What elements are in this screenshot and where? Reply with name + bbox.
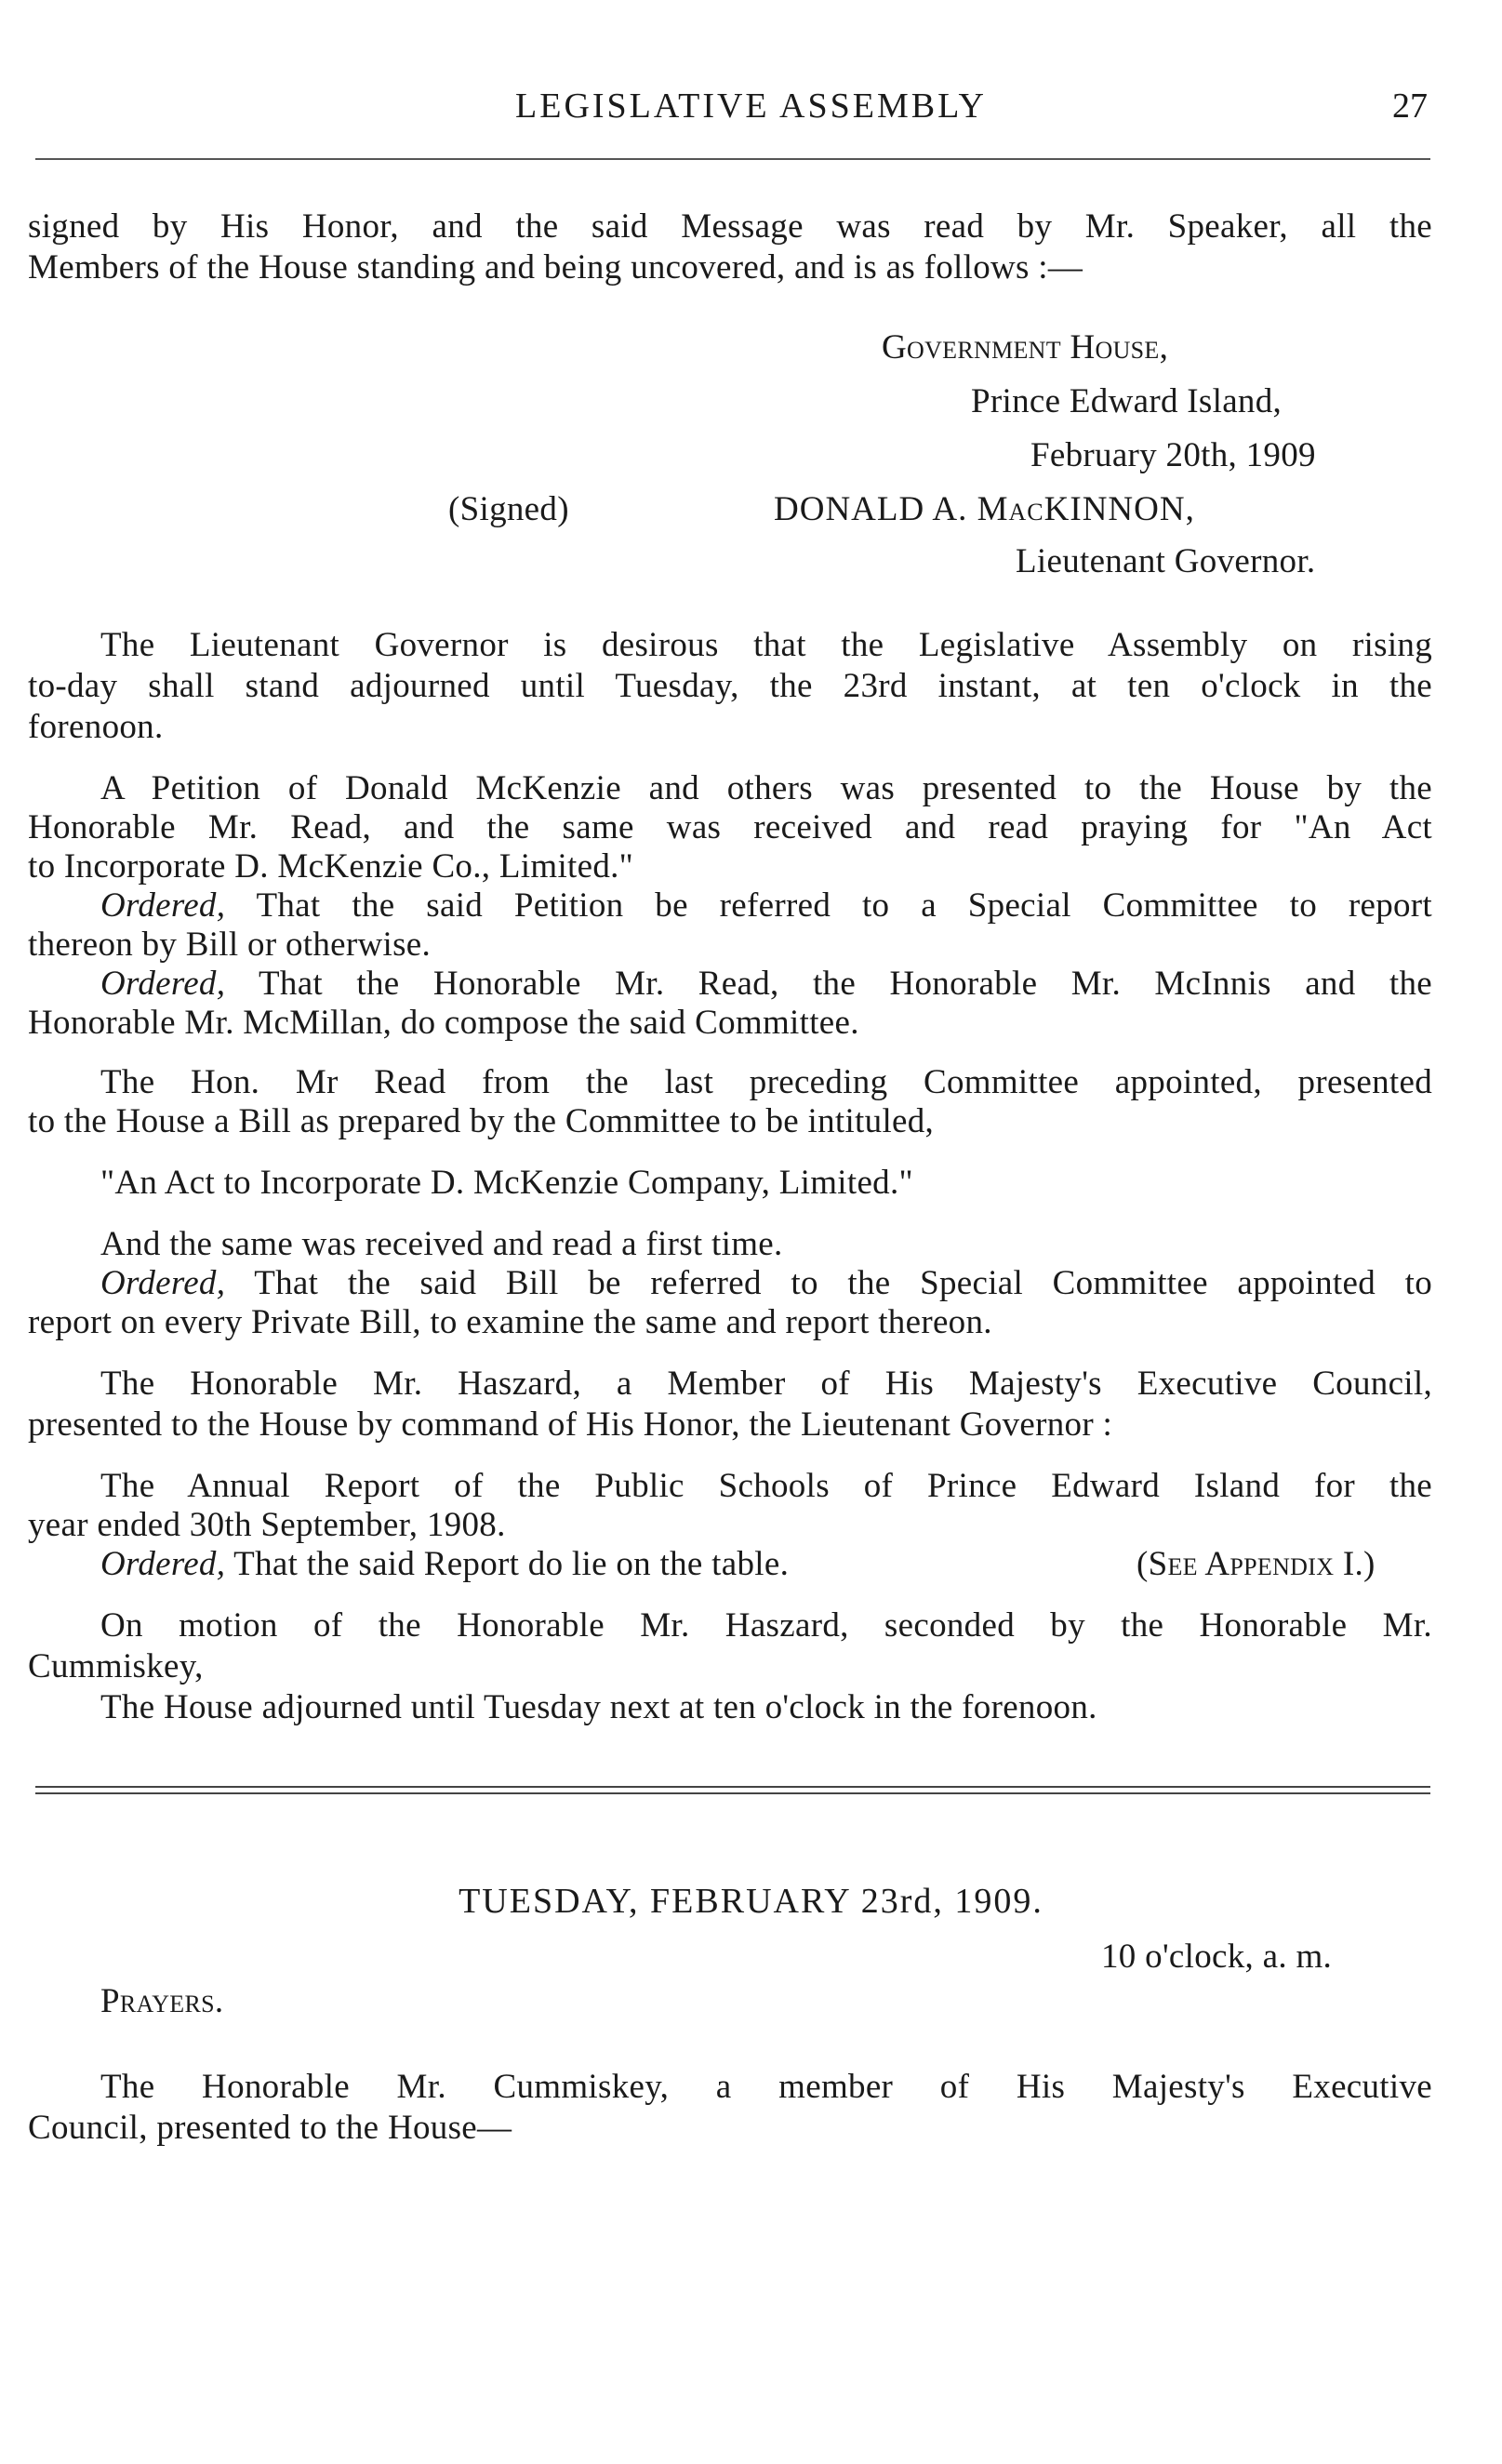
order-1-line-1: Ordered, That the said Petition be referred to a Special Committee to report [100,886,1432,925]
petition-line-3: to Incorporate D. McKenzie Co., Limited." [28,847,634,886]
order-2-line-2: Honorable Mr. McMillan, do compose the said Committee. [28,1004,859,1042]
page-number: 27 [1392,87,1428,126]
motion-line-2: Cummiskey, [28,1647,204,1685]
header-rule [35,158,1430,160]
haszard-line-1: The Honorable Mr. Haszard, a Member of His Majesty's Executive Council, [100,1365,1432,1403]
lg-para-line-3: forenoon. [28,708,164,746]
report-line-1: The Annual Report of the Public Schools of Prince Edward Island for the [100,1467,1432,1505]
ordered-label: Ordered, [100,1264,226,1302]
order-1-line-2: thereon by Bill or otherwise. [28,926,432,964]
ordered-label: Ordered, [100,886,226,925]
signed-label: (Signed) [448,490,569,528]
sitting-time: 10 o'clock, a. m. [1101,1938,1333,1976]
ordered-label: Ordered, [100,965,226,1003]
lg-para-line-1: The Lieutenant Governor is desirous that the Legislative Assembly on rising [100,626,1432,664]
hon-read-line-2: to the House a Bill as prepared by the Committee to be intituled, [28,1102,935,1140]
hon-read-line-1: The Hon. Mr Read from the last preceding Committee appointed, presented [100,1063,1432,1101]
petition-line-2: Honorable Mr. Read, and the same was received and read praying for "An Act [28,808,1432,846]
cummiskey-line-1: The Honorable Mr. Cummiskey, a member of His Majesty's Executive [100,2068,1432,2106]
cummiskey-line-2: Council, presented to the House— [28,2109,512,2147]
intro-line-2: Members of the House standing and being uncovered, and is as follows :— [28,248,1083,286]
appendix-reference: (See Appendix I.) [1136,1545,1376,1583]
order-3-line-2: report on every Private Bill, to examine the same and report thereon. [28,1303,992,1341]
message-date: February 20th, 1909 [1030,436,1316,474]
signatory-name: DONALD A. MacKINNON, [774,490,1195,528]
report-line-2: year ended 30th September, 1908. [28,1506,506,1544]
sitting-date-heading: TUESDAY, FEBRUARY 23rd, 1909. [459,1882,1043,1921]
section-divider [35,1786,1430,1794]
bill-title: "An Act to Incorporate D. McKenzie Company, Limited." [100,1164,913,1202]
signatory-title: Lieutenant Governor. [1016,542,1316,580]
ordered-label: Ordered, [100,1545,226,1583]
intro-line-1: signed by His Honor, and the said Message was read by Mr. Speaker, all the [28,207,1432,246]
order-4-line: Ordered, That the said Report do lie on the table. [100,1545,790,1583]
running-header: LEGISLATIVE ASSEMBLY [515,87,987,126]
message-place-1: Government House, [882,328,1169,366]
adjournment: The House adjourned until Tuesday next at ten o'clock in the forenoon. [100,1688,1097,1726]
haszard-line-2: presented to the House by command of His Honor, the Lieutenant Governor : [28,1405,1113,1444]
motion-line-1: On motion of the Honorable Mr. Haszard, seconded by the Honorable Mr. [100,1606,1432,1645]
prayers-heading: Prayers. [100,1982,224,2020]
first-reading: And the same was received and read a first time. [100,1225,783,1263]
lg-para-line-2: to-day shall stand adjourned until Tuesday, the 23rd instant, at ten o'clock in the [28,667,1432,705]
message-place-2: Prince Edward Island, [971,382,1283,420]
order-2-line-1: Ordered, That the Honorable Mr. Read, the Honorable Mr. McInnis and the [100,965,1432,1003]
order-3-line-1: Ordered, That the said Bill be referred to the Special Committee appointed to [100,1264,1432,1302]
petition-line-1: A Petition of Donald McKenzie and others was presented to the House by the [100,769,1432,807]
